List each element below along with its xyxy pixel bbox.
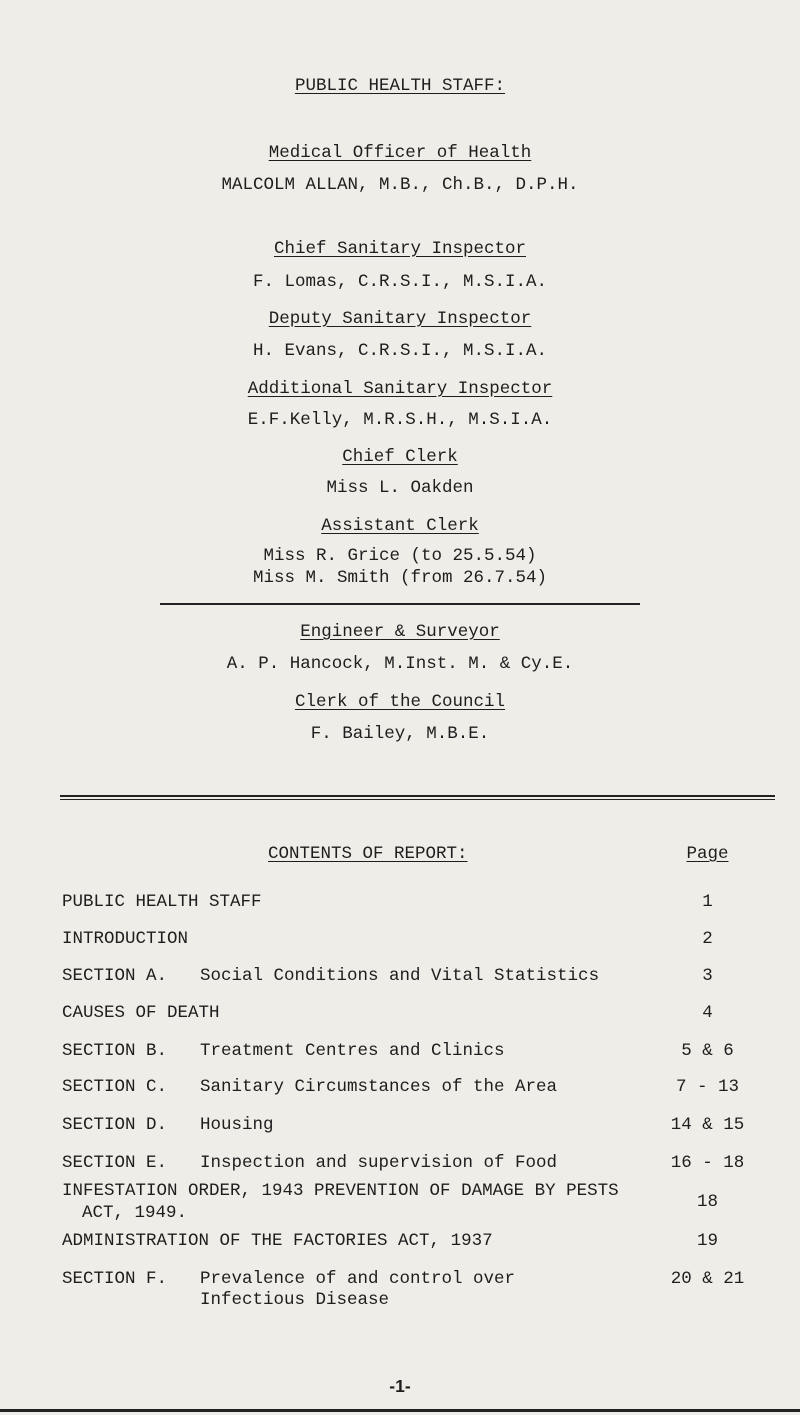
role-label: Assistant Clerk xyxy=(321,516,479,536)
section-desc: Inspection and supervision of Food xyxy=(200,1153,558,1173)
section-label: INTRODUCTION xyxy=(62,929,189,949)
double-divider xyxy=(60,799,775,800)
page-ref: 18 xyxy=(696,1192,718,1212)
section-desc: ACT, 1949. xyxy=(82,1203,188,1223)
role-label: Deputy Sanitary Inspector xyxy=(268,309,532,329)
section-label: SECTION B. xyxy=(62,1041,168,1061)
section-desc-line2: Infectious Disease xyxy=(200,1290,390,1310)
page-ref: 14 & 15 xyxy=(670,1115,745,1135)
page-ref: 19 xyxy=(696,1231,718,1251)
page-ref: 3 xyxy=(702,966,713,986)
page-ref: 20 & 21 xyxy=(670,1269,745,1289)
section-desc: Prevalence of and control over xyxy=(200,1269,516,1289)
role-label: Additional Sanitary Inspector xyxy=(247,379,553,399)
section-label: SECTION D. xyxy=(62,1115,168,1135)
staff-name: F. Lomas, C.R.S.I., M.S.I.A. xyxy=(252,272,548,292)
staff-name: H. Evans, C.R.S.I., M.S.I.A. xyxy=(252,341,548,361)
page-ref: 2 xyxy=(702,929,713,949)
role-label: Clerk of the Council xyxy=(294,692,506,712)
section-label: PUBLIC HEALTH STAFF xyxy=(62,892,262,912)
staff-name: Miss M. Smith (from 26.7.54) xyxy=(252,568,548,588)
staff-name: E.F.Kelly, M.R.S.H., M.S.I.A. xyxy=(247,410,553,430)
section-label: ADMINISTRATION OF THE FACTORIES ACT, 1937 xyxy=(62,1231,493,1251)
section-label: SECTION A. xyxy=(62,966,168,986)
section-label: SECTION F. xyxy=(62,1269,168,1289)
staff-name: MALCOLM ALLAN, M.B., Ch.B., D.P.H. xyxy=(221,175,579,195)
staff-name: A. P. Hancock, M.Inst. M. & Cy.E. xyxy=(226,654,574,674)
page-ref: 7 - 13 xyxy=(675,1077,739,1097)
page-ref: 5 & 6 xyxy=(681,1041,734,1061)
role-label: Chief Clerk xyxy=(342,447,458,467)
staff-title: PUBLIC HEALTH STAFF: xyxy=(294,76,506,96)
page-ref: 1 xyxy=(702,892,713,912)
section-label: SECTION C. xyxy=(62,1077,168,1097)
role-label: Chief Sanitary Inspector xyxy=(273,239,527,259)
bottom-rule xyxy=(0,1409,800,1412)
staff-name: F. Bailey, M.B.E. xyxy=(310,724,490,744)
section-desc: Treatment Centres and Clinics xyxy=(200,1041,505,1061)
role-label: Engineer & Surveyor xyxy=(300,622,500,642)
section-desc: Social Conditions and Vital Statistics xyxy=(200,966,600,986)
page-header: Page xyxy=(686,844,729,864)
staff-name: Miss L. Oakden xyxy=(326,478,474,498)
staff-name: Miss R. Grice (to 25.5.54) xyxy=(263,546,537,566)
section-desc: Housing xyxy=(200,1115,274,1135)
page-number: -1- xyxy=(389,1376,411,1396)
double-divider xyxy=(60,795,775,797)
section-label: INFESTATION ORDER, 1943 PREVENTION OF DAMAGE BY PESTS xyxy=(62,1181,619,1201)
section-desc: Sanitary Circumstances of the Area xyxy=(200,1077,558,1097)
contents-title: CONTENTS OF REPORT: xyxy=(268,844,468,864)
section-label: SECTION E. xyxy=(62,1153,168,1173)
divider xyxy=(160,603,640,605)
role-label: Medical Officer of Health xyxy=(268,143,532,163)
page-ref: 16 - 18 xyxy=(670,1153,745,1173)
section-label: CAUSES OF DEATH xyxy=(62,1003,220,1023)
page-ref: 4 xyxy=(702,1003,713,1023)
